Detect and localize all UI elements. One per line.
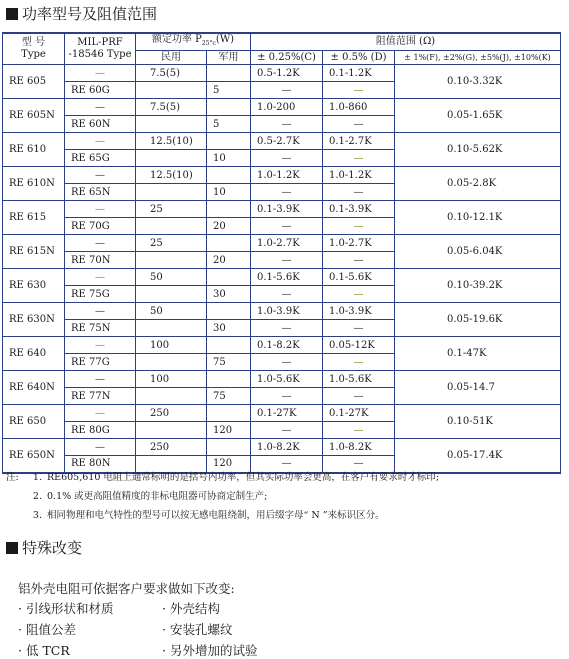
col-header-tol-rest: ± 1%(F), ±2%(G), ±5%(J), ±10%(K) bbox=[395, 51, 561, 65]
cell-range-025: 1.0-2.7K bbox=[251, 235, 323, 252]
cell-empty bbox=[207, 405, 251, 422]
cell-dash: — bbox=[323, 82, 395, 99]
cell-range-rest: 0.10-12.1K bbox=[395, 201, 561, 235]
cell-dash: — bbox=[251, 354, 323, 371]
cell-dash: — bbox=[251, 150, 323, 167]
cell-military-power: 5 bbox=[207, 82, 251, 99]
section-title-text: 特殊改变 bbox=[22, 539, 83, 557]
cell-dash: — bbox=[323, 252, 395, 269]
cell-military-power: 75 bbox=[207, 354, 251, 371]
square-bullet-icon bbox=[6, 542, 18, 554]
cell-empty bbox=[136, 82, 207, 99]
cell-civil-power: 250 bbox=[136, 405, 207, 422]
bullet-icon: · bbox=[162, 600, 166, 616]
cell-range-05: 0.05-12K bbox=[323, 337, 395, 354]
table-row bbox=[3, 201, 561, 218]
cell-dash: — bbox=[323, 286, 395, 303]
cell-model: RE 610 bbox=[3, 133, 65, 167]
modification-item: · 安装孔螺纹 bbox=[162, 621, 233, 637]
modification-item: · 低 TCR bbox=[18, 642, 70, 658]
cell-civil-power: 7.5(5) bbox=[136, 99, 207, 116]
table-row bbox=[3, 439, 561, 456]
cell-empty bbox=[136, 252, 207, 269]
col-header-tol-05: ± 0.5% (D) bbox=[323, 51, 395, 65]
cell-civil-power: 12.5(10) bbox=[136, 167, 207, 184]
note-text: RE605,610 电阻上通常标明的是括号内功率，但其实际功率会更高，在客户有要求时才标印; bbox=[47, 472, 440, 483]
cell-mil-type: RE 60N bbox=[65, 116, 136, 133]
cell-dash: — bbox=[65, 405, 136, 422]
modification-item: · 引线形状和材质 bbox=[18, 600, 114, 616]
cell-dash: — bbox=[65, 371, 136, 388]
cell-range-05: 1.0-3.9K bbox=[323, 303, 395, 320]
cell-mil-type: RE 70N bbox=[65, 252, 136, 269]
cell-range-05: 0.1-3.9K bbox=[323, 201, 395, 218]
cell-empty bbox=[207, 167, 251, 184]
cell-empty bbox=[207, 371, 251, 388]
cell-dash: — bbox=[65, 337, 136, 354]
col-header-range: 阻值范围 (Ω) bbox=[251, 33, 561, 51]
cell-range-025: 0.1-3.9K bbox=[251, 201, 323, 218]
col-header-tol-025: ± 0.25%(C) bbox=[251, 51, 323, 65]
cell-range-025: 0.1-8.2K bbox=[251, 337, 323, 354]
cell-dash: — bbox=[251, 286, 323, 303]
cell-range-025: 1.0-5.6K bbox=[251, 371, 323, 388]
spec-table bbox=[2, 32, 561, 474]
col-header-power: 额定功率 $P_{25^\circ c}(W)$ bbox=[136, 33, 251, 51]
table-row bbox=[3, 235, 561, 252]
cell-dash: — bbox=[323, 456, 395, 473]
table-row bbox=[3, 269, 561, 286]
cell-military-power: 20 bbox=[207, 252, 251, 269]
cell-military-power: 30 bbox=[207, 320, 251, 337]
cell-model: RE 605 bbox=[3, 65, 65, 99]
cell-dash: — bbox=[323, 116, 395, 133]
cell-empty bbox=[207, 133, 251, 150]
cell-dash: — bbox=[251, 388, 323, 405]
col-header-military: 军用 bbox=[207, 51, 251, 65]
bullet-icon: · bbox=[162, 642, 166, 658]
table-row bbox=[3, 337, 561, 354]
cell-empty bbox=[207, 337, 251, 354]
cell-dash: — bbox=[251, 252, 323, 269]
table-row bbox=[3, 405, 561, 422]
spec-table-body bbox=[3, 65, 561, 473]
cell-range-025: 1.0-200 bbox=[251, 99, 323, 116]
cell-range-05: 1.0-1.2K bbox=[323, 167, 395, 184]
cell-range-05: 1.0-8.2K bbox=[323, 439, 395, 456]
cell-dash: — bbox=[251, 184, 323, 201]
cell-military-power: 10 bbox=[207, 184, 251, 201]
cell-military-power: 10 bbox=[207, 150, 251, 167]
cell-empty bbox=[136, 184, 207, 201]
cell-range-05: 0.1-1.2K bbox=[323, 65, 395, 82]
table-row bbox=[3, 303, 561, 320]
cell-civil-power: 25 bbox=[136, 201, 207, 218]
cell-dash: — bbox=[323, 422, 395, 439]
cell-range-rest: 0.10-3.32K bbox=[395, 65, 561, 99]
cell-civil-power: 250 bbox=[136, 439, 207, 456]
cell-military-power: 20 bbox=[207, 218, 251, 235]
cell-range-rest: 0.05-1.65K bbox=[395, 99, 561, 133]
cell-military-power: 120 bbox=[207, 422, 251, 439]
cell-mil-type: RE 80N bbox=[65, 456, 136, 473]
cell-range-025: 1.0-3.9K bbox=[251, 303, 323, 320]
cell-dash: — bbox=[65, 235, 136, 252]
cell-dash: — bbox=[323, 320, 395, 337]
cell-range-rest: 0.10-5.62K bbox=[395, 133, 561, 167]
cell-empty bbox=[207, 201, 251, 218]
cell-range-05: 0.1-2.7K bbox=[323, 133, 395, 150]
cell-empty bbox=[207, 439, 251, 456]
table-row bbox=[3, 167, 561, 184]
bullet-icon: · bbox=[18, 642, 22, 658]
cell-dash: — bbox=[251, 116, 323, 133]
bullet-icon: · bbox=[18, 621, 22, 637]
cell-range-025: 1.0-8.2K bbox=[251, 439, 323, 456]
table-row bbox=[3, 133, 561, 150]
cell-mil-type: RE 75G bbox=[65, 286, 136, 303]
note-label bbox=[6, 506, 28, 525]
note-item bbox=[6, 506, 561, 525]
cell-empty bbox=[207, 99, 251, 116]
cell-empty bbox=[136, 320, 207, 337]
cell-dash: — bbox=[65, 65, 136, 82]
note-number: 1. bbox=[32, 472, 42, 483]
cell-empty bbox=[136, 286, 207, 303]
cell-range-025: 0.1-5.6K bbox=[251, 269, 323, 286]
modification-item: · 外壳结构 bbox=[162, 600, 220, 616]
cell-model: RE 610N bbox=[3, 167, 65, 201]
cell-civil-power: 12.5(10) bbox=[136, 133, 207, 150]
cell-model: RE 640 bbox=[3, 337, 65, 371]
modification-item: · 另外增加的试验 bbox=[162, 642, 258, 658]
cell-empty bbox=[207, 235, 251, 252]
cell-model: RE 650 bbox=[3, 405, 65, 439]
cell-dash: — bbox=[323, 150, 395, 167]
cell-empty bbox=[207, 65, 251, 82]
note-text: 0.1% 或更高阻值精度的非标电阻器可协商定制生产; bbox=[47, 491, 268, 502]
note-label: 注: bbox=[6, 472, 19, 483]
cell-mil-type: RE 65G bbox=[65, 150, 136, 167]
cell-empty bbox=[136, 116, 207, 133]
cell-range-05: 1.0-860 bbox=[323, 99, 395, 116]
cell-mil-type: RE 80G bbox=[65, 422, 136, 439]
cell-dash: — bbox=[65, 201, 136, 218]
cell-model: RE 640N bbox=[3, 371, 65, 405]
notes bbox=[6, 468, 561, 525]
cell-range-rest: 0.05-19.6K bbox=[395, 303, 561, 337]
modifications-intro: 铝外壳电阻可依据客户要求做如下改变: bbox=[18, 581, 235, 596]
cell-civil-power: 50 bbox=[136, 303, 207, 320]
cell-empty bbox=[136, 388, 207, 405]
modification-item: · 阻值公差 bbox=[18, 621, 76, 637]
cell-dash: — bbox=[251, 456, 323, 473]
cell-mil-type: RE 75N bbox=[65, 320, 136, 337]
col-header-civil: 民用 bbox=[136, 51, 207, 65]
note-number: 3. bbox=[32, 510, 42, 521]
cell-range-rest: 0.1-47K bbox=[395, 337, 561, 371]
cell-civil-power: 7.5(5) bbox=[136, 65, 207, 82]
cell-military-power: 30 bbox=[207, 286, 251, 303]
cell-civil-power: 25 bbox=[136, 235, 207, 252]
cell-mil-type: RE 60G bbox=[65, 82, 136, 99]
cell-range-rest: 0.05-2.8K bbox=[395, 167, 561, 201]
cell-dash: — bbox=[251, 218, 323, 235]
cell-model: RE 615N bbox=[3, 235, 65, 269]
cell-military-power: 75 bbox=[207, 388, 251, 405]
cell-empty bbox=[207, 303, 251, 320]
cell-model: RE 630 bbox=[3, 269, 65, 303]
cell-range-025: 1.0-1.2K bbox=[251, 167, 323, 184]
cell-civil-power: 100 bbox=[136, 371, 207, 388]
cell-model: RE 605N bbox=[3, 99, 65, 133]
cell-dash: — bbox=[65, 133, 136, 150]
cell-dash: — bbox=[323, 354, 395, 371]
note-label bbox=[6, 487, 28, 506]
cell-range-025: 0.1-27K bbox=[251, 405, 323, 422]
cell-range-05: 0.1-27K bbox=[323, 405, 395, 422]
col-header-mil: MIL-PRF -18546 Type bbox=[65, 33, 136, 65]
section-title-text: 功率型号及阻值范围 bbox=[22, 5, 158, 23]
cell-range-025: 0.5-2.7K bbox=[251, 133, 323, 150]
cell-dash: — bbox=[251, 422, 323, 439]
cell-dash: — bbox=[65, 269, 136, 286]
cell-model: RE 615 bbox=[3, 201, 65, 235]
cell-empty bbox=[136, 150, 207, 167]
cell-range-05: 1.0-5.6K bbox=[323, 371, 395, 388]
cell-empty bbox=[136, 422, 207, 439]
cell-dash: — bbox=[323, 184, 395, 201]
note-number: 2. bbox=[32, 491, 42, 502]
square-bullet-icon bbox=[6, 8, 18, 20]
cell-range-rest: 0.05-6.04K bbox=[395, 235, 561, 269]
col-header-model: 型 号 Type bbox=[3, 33, 65, 65]
cell-dash: — bbox=[323, 388, 395, 405]
cell-range-rest: 0.05-14.7 bbox=[395, 371, 561, 405]
cell-mil-type: RE 70G bbox=[65, 218, 136, 235]
cell-mil-type: RE 77N bbox=[65, 388, 136, 405]
cell-mil-type: RE 77G bbox=[65, 354, 136, 371]
cell-civil-power: 50 bbox=[136, 269, 207, 286]
section-title-modifications bbox=[6, 537, 82, 558]
cell-dash: — bbox=[65, 303, 136, 320]
note-text: 相同物理和电气特性的型号可以按无感电阻绕制，用后缀字母“ N ”来标识区分。 bbox=[47, 510, 385, 521]
cell-model: RE 650N bbox=[3, 439, 65, 473]
table-row bbox=[3, 99, 561, 116]
cell-range-rest: 0.10-39.2K bbox=[395, 269, 561, 303]
note-item bbox=[6, 487, 561, 506]
cell-mil-type: RE 65N bbox=[65, 184, 136, 201]
cell-dash: — bbox=[323, 218, 395, 235]
cell-dash: — bbox=[65, 167, 136, 184]
cell-range-rest: 0.05-17.4K bbox=[395, 439, 561, 473]
section-title-models bbox=[6, 3, 157, 24]
cell-military-power: 120 bbox=[207, 456, 251, 473]
cell-empty bbox=[136, 218, 207, 235]
cell-model: RE 630N bbox=[3, 303, 65, 337]
cell-empty bbox=[207, 269, 251, 286]
table-row bbox=[3, 371, 561, 388]
table-row bbox=[3, 65, 561, 82]
cell-dash: — bbox=[65, 439, 136, 456]
cell-dash: — bbox=[251, 82, 323, 99]
cell-dash: — bbox=[251, 320, 323, 337]
bullet-icon: · bbox=[18, 600, 22, 616]
cell-dash: — bbox=[65, 99, 136, 116]
cell-range-025: 0.5-1.2K bbox=[251, 65, 323, 82]
cell-range-05: 1.0-2.7K bbox=[323, 235, 395, 252]
cell-range-rest: 0.10-51K bbox=[395, 405, 561, 439]
cell-military-power: 5 bbox=[207, 116, 251, 133]
cell-empty bbox=[136, 354, 207, 371]
cell-range-05: 0.1-5.6K bbox=[323, 269, 395, 286]
note-item bbox=[6, 468, 561, 487]
cell-civil-power: 100 bbox=[136, 337, 207, 354]
bullet-icon: · bbox=[162, 621, 166, 637]
